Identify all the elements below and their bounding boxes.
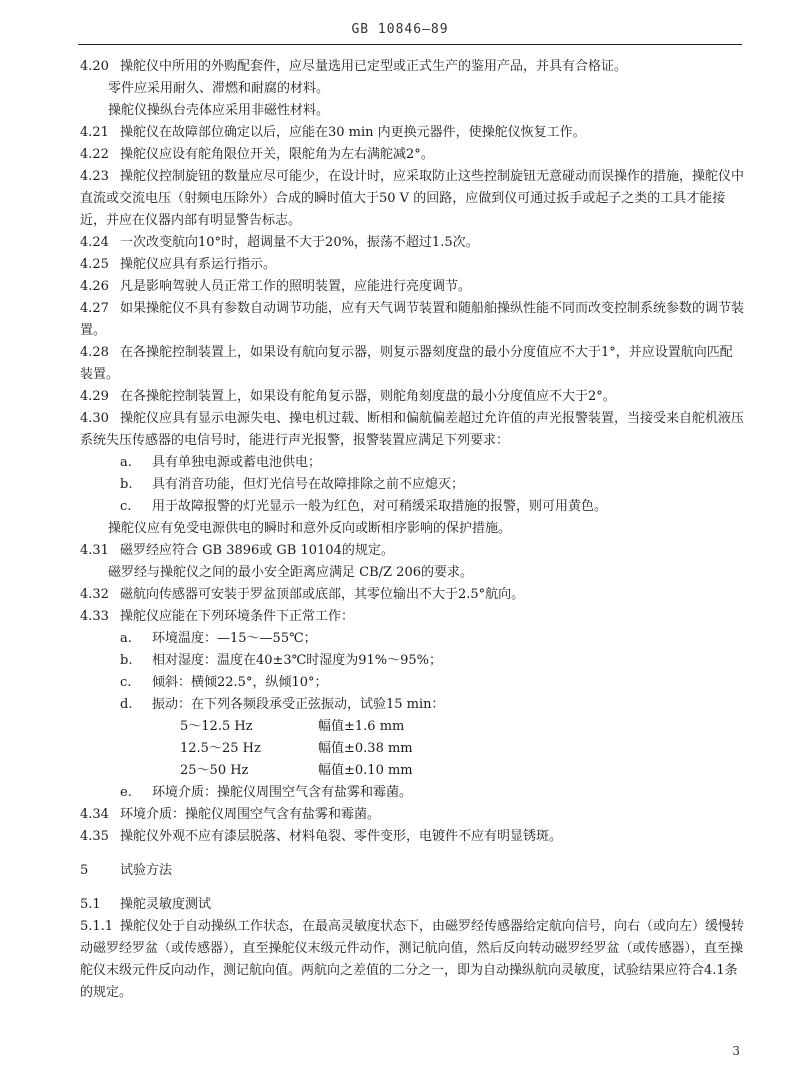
clause-4-34: 4.34 环境介质：操舵仪周围空气含有盐雾和霉菌。: [80, 807, 381, 822]
standard-code-header: GB 10846—89: [351, 22, 449, 37]
clause-4-26: 4.26 凡是影响驾驶人员正常工作的照明装置，应能进行亮度调节。: [80, 279, 472, 294]
alarm-item-b: b. 具有消音功能，但灯光信号在故障排除之前不应熄灭；: [120, 477, 465, 492]
env-item-d: d. 振动：在下列各频段承受正弦振动，试验15 min：: [120, 697, 445, 712]
clause-4-20-line3: 操舵仪操纵台壳体应采用非磁性材料。: [108, 103, 330, 118]
clause-4-28: 4.28 在各操舵控制装置上，如果设有航向复示器，则复示器刻度盘的最小分度值应不大于1°，并应设置航向匹配装置。: [80, 345, 733, 382]
clause-4-31-line2: 磁罗经与操舵仪之间的最小安全距离应满足 CB/Z 206的要求。: [108, 565, 473, 580]
clause-4-25: 4.25 操舵仪应具有系运行指示。: [80, 257, 277, 272]
env-item-c: c. 倾斜：横倾22.5°，纵倾10°；: [120, 675, 328, 690]
vibration-row: 12.5～25 Hz 幅值±0.38 mm: [180, 741, 413, 756]
clause-4-20-line2: 零件应采用耐久、滞燃和耐腐的材料。: [108, 81, 330, 96]
clause-5-1-1: 5.1.1 操舵仪处于自动操纵工作状态，在最高灵敏度状态下，由磁罗经传感器给定航向信号，向右（或向左）缓慢转动磁罗经罗盆（或传感器），直至操舵仪末级元件动作，测记航向值，然后反向转动磁罗经罗盆（或传感器），直至操舵仪末级元件反向动作，测记航向值。两航向之差值的二分之一，即为自动操纵航向灵敏度，试验结果应符合4.1条的规定。: [80, 919, 745, 1000]
clause-4-30: 4.30 操舵仪应具有显示电源失电、操电机过载、断相和偏航偏差超过允许值的声光报警装置，当接受来自舵机液压系统失压传感器的电信号时，能进行声光报警，报警装置应满足下列要求：: [80, 411, 745, 448]
clause-4-35: 4.35 操舵仪外观不应有漆层脱落、材料龟裂、零件变形，电镀件不应有明显锈斑。: [80, 829, 563, 844]
alarm-item-a: a. 具有单独电源或蓄电池供电；: [120, 455, 322, 470]
alarm-note: 操舵仪应有免受电源供电的瞬时和意外反向或断相序影响的保护措施。: [108, 521, 512, 536]
clause-4-27: 4.27 如果操舵仪不具有参数自动调节功能，应有天气调节装置和随船舶操纵性能不同而改变控制系统参数的调节装置。: [80, 301, 745, 338]
vibration-row: 25～50 Hz 幅值±0.10 mm: [180, 763, 413, 778]
page-content: [80, 56, 744, 1004]
clause-4-32: 4.32 磁航向传感器可安装于罗盆顶部或底部，其零位输出不大于2.5°航向。: [80, 587, 525, 602]
clause-4-31: 4.31 磁罗经应符合 GB 3896或 GB 10104的规定。: [80, 543, 394, 558]
clause-4-33: 4.33 操舵仪应能在下列环境条件下正常工作：: [80, 609, 355, 624]
clause-4-21: 4.21 操舵仪在故障部位确定以后，应能在30 min 内更换元器件，使操舵仪恢复工作。: [80, 125, 586, 140]
clause-4-29: 4.29 在各操舵控制装置上，如果设有舵角复示器，则舵角刻度盘的最小分度值应不大于2°。: [80, 389, 616, 404]
env-item-a: a. 环境温度：—15～—55℃；: [120, 631, 317, 646]
env-item-e: e. 环境介质：操舵仪周围空气含有盐雾和霉菌。: [120, 785, 413, 800]
clause-4-22: 4.22 操舵仪应设有舵角限位开关，限舵角为左右满舵减2°。: [80, 147, 434, 162]
clause-4-20: 4.20 操舵仪中所用的外购配套件，应尽量选用已定型或正式生产的鉴用产品，并具有合格证。: [80, 59, 628, 74]
page-number: 3: [732, 1044, 740, 1058]
section-5-1-heading: 5.1 操舵灵敏度测试: [80, 897, 212, 912]
alarm-item-c: c. 用于故障报警的灯光显示一般为红色，对可稍缓采取措施的报警，则可用黄色。: [120, 499, 608, 514]
clause-4-23: 4.23 操舵仪控制旋钮的数量应尽可能少，在设计时，应采取防止这些控制旋钮无意碰动而误操作的措施，操舵仪中直流或交流电压（射频电压除外）合成的瞬时值大于50 V 的回路，应做到仪可通过扳手或起子之类的工具才能接近，并应在仪器内部有明显警告标志。: [80, 169, 745, 228]
env-item-b: b. 相对湿度：温度在40±3℃时湿度为91%～95%；: [120, 653, 443, 668]
clause-4-24: 4.24 一次改变航向10°时，超调量不大于20%，振荡不超过1.5次。: [80, 235, 479, 250]
header-divider: [78, 44, 742, 45]
vibration-row: 5～12.5 Hz 幅值±1.6 mm: [180, 719, 405, 734]
section-5-heading: 5 试验方法: [80, 863, 173, 878]
